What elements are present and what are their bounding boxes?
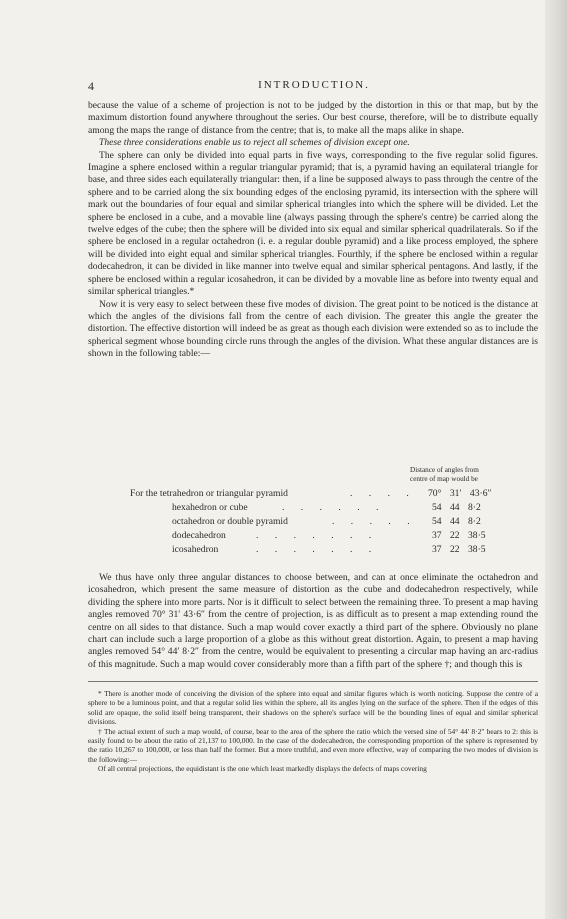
page-edge <box>545 0 567 919</box>
italic-lead-paragraph: These three considerations enable us to reject all schemes of division except one. <box>99 137 410 149</box>
footnote-rule <box>88 681 538 682</box>
table-heading-line: centre of map would be <box>410 475 478 483</box>
page-header <box>88 79 540 93</box>
table-row-dots: . . . . <box>350 488 416 499</box>
table-row-label: hexahedron or cube <box>172 502 248 513</box>
table-row-value: 37 22 38·5 <box>432 530 486 541</box>
footnotes <box>88 689 538 774</box>
table-row-value: 54 44 8·2 <box>432 502 481 513</box>
table-row-dots: . . . . . . . <box>256 530 379 541</box>
table-row-label: octahedron or double pyramid <box>172 516 288 527</box>
body-text <box>88 100 538 361</box>
table-row-dots: . . . . . . . <box>256 544 379 555</box>
paragraph: We thus have only three angular distances to choose between, and can at once eliminate the octahedron and icosahedron, which present the same measure of distortion as the cube and dodecahedron respectively, while dividing the sphere into more parts. Nor is it difficult to select between the remaining three. To present a map having angles removed 70° 31′ 43·6″ from the centre of projection, is as difficult as to present a map extending round the centre on all sides to that distance. Such a map would cover exactly a third part of the sphere. Obviously no plane chart can include such a large proportion of a globe as this without great distortion. Again, to present a map having angles removed 54° 44′ 8·2″ from the centre, would be equivalent to presenting a circular map having an arc-radius of this magnitude. Such a map would cover considerably more than a fifth part of the sphere †; and though this is <box>88 572 538 670</box>
footnote: Of all central projections, the equidistant is the one which least markedly displays the defects of maps covering <box>98 764 427 774</box>
table-row <box>88 488 538 500</box>
page-number: 4 <box>88 79 94 93</box>
table-row-value: 37 22 38·5 <box>432 544 486 555</box>
table-row-label: dodecahedron <box>172 530 226 541</box>
table-row <box>88 502 538 514</box>
table-row-label: For the tetrahedron or triangular pyramid <box>130 488 288 499</box>
table-heading-line: Distance of angles from <box>410 466 479 474</box>
table-row-label: icosahedron <box>172 544 219 555</box>
table-row <box>88 530 538 542</box>
table-row-value: 54 44 8·2 <box>432 516 481 527</box>
running-title: INTRODUCTION. <box>258 79 370 91</box>
paragraph: The sphere can only be divided into equal parts in five ways, corresponding to the five regular solid figures. Imagine a sphere enclosed within a regular triangular pyramid; that is, a pyramid having an equilateral triangle for base, and three sides each equilaterally triangular: then, if a line be supposed always to pass through the centre of the sphere and to be carried along the six bounding edges of the enclosing pyramid, its intersection with the sphere will mark out the boundaries of four equal and similar spherical triangles into which the sphere will be divided. Let the sphere be enclosed in a cube, and a movable line (always passing through the sphere's centre) be carried along the twelve edges of the cube; then the sphere will be divided into six equal and similar spherical quadrilaterals. So if the sphere be enclosed in a regular octahedron (i. e. a regular double pyramid) and a like process employed, the sphere will be divided into eight equal and similar spherical triangles. Fourthly, if the sphere be enclosed within a regular dodecahedron, it can be divided in like manner into twelve equal and similar spherical pentagons. And lastly, if the sphere be enclosed within a regular icosahedron, it can be divided by a movable line as before into twenty equal and similar spherical triangles.* <box>88 149 538 298</box>
paragraph: Now it is very easy to select between these five modes of division. The great point to be noticed is the distance at which the angles of the divisions fall from the centre of each division. The greater this angle the greater the distortion. The effective distortion will indeed be as great as though each division were extended so as to include the spherical segment whose bounding circle runs through the angles of the division. What these angular distances are is shown in the following table:— <box>88 298 538 360</box>
footnote: * There is another mode of conceiving the division of the sphere into equal and similar figures which is worth noticing. Suppose the centre of a sphere to be a luminous point, and that a regular solid lies within the sphere, all its angles lying on the surface of the sphere. Then if the edges of this solid are opaque, the solid itself being transparent, their shadows on the sphere's surface will be the bounding lines of equal and similar spherical divisions. <box>88 689 538 727</box>
table-heading <box>410 466 510 484</box>
paragraph: because the value of a scheme of projection is not to be judged by the distortion in this or that map, but by the maximum distortion found anywhere throughout the series. Our best course, therefore, will be to distribute equally among the maps the range of distance from the centre; that is, to make all the maps alike in shape. <box>88 100 538 136</box>
footnote: † The actual extent of such a map would, of course, bear to the area of the sphere the ratio which the versed sine of 54° 44′ 8·2″ bears to 2: this is easily found to be about the ratio of 21,137 to 100,000. In the case of the dodecahedron, the corresponding proportion of the sphere is represented by the ratio 10,267 to 100,000, or less than half the former. But a more truthful, and even more effective, way of comparing the two modes of division is the following:— <box>88 726 538 764</box>
table-row-dots: . . . . . <box>332 516 417 527</box>
table-row <box>88 516 538 528</box>
table-row <box>88 544 538 556</box>
table-row-dots: . . . . . . <box>282 502 386 513</box>
table-row-value: 70° 31′ 43·6″ <box>428 488 492 499</box>
